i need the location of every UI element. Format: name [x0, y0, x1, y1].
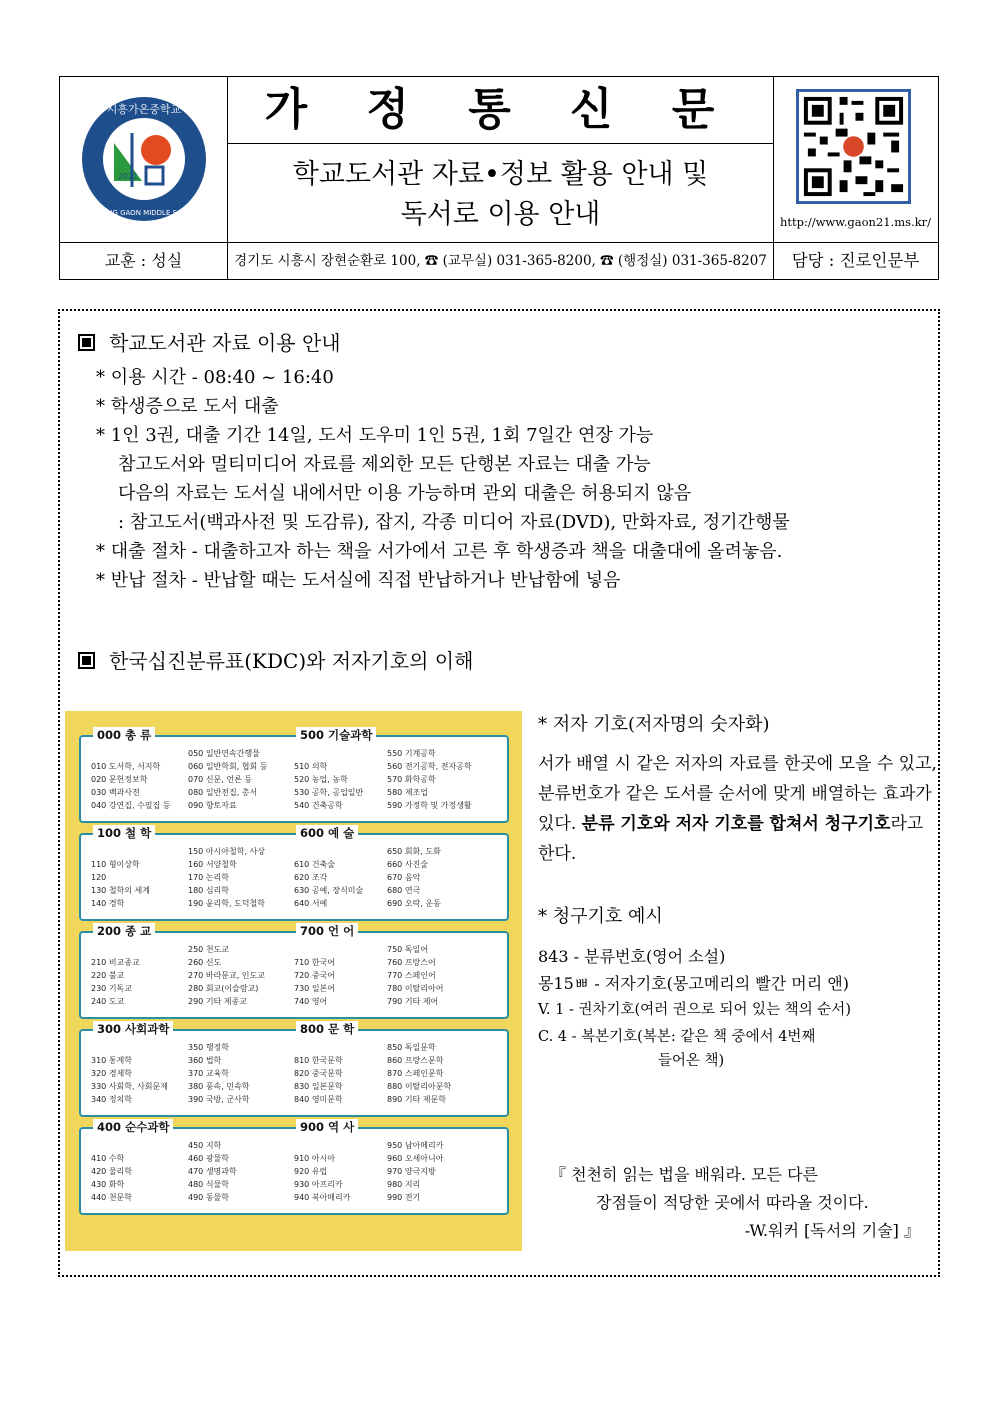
- section-1-title: 학교도서관 자료 이용 안내: [78, 329, 341, 357]
- kdc-column: [188, 747, 268, 812]
- kdc-sub-class: 970 양극지방: [387, 1167, 436, 1176]
- kdc-class-box: [79, 826, 509, 921]
- department: 담당 : 진로인문부: [791, 251, 920, 270]
- kdc-column: [91, 1041, 168, 1106]
- kdc-main-class: 100 철 학: [93, 825, 155, 841]
- call-number-example: V. 1 - 권차기호(여러 권으로 되어 있는 책의 순서): [538, 1002, 851, 1018]
- kdc-sub-class: 720 중국어: [294, 971, 335, 980]
- kdc-sub-class: 930 아프리카: [294, 1180, 343, 1189]
- kdc-sub-class: 160 서양철학: [188, 860, 237, 869]
- subtitle-line-1: 학교도서관 자료•정보 활용 안내 및: [292, 159, 709, 190]
- kdc-sub-class: [91, 943, 140, 956]
- kdc-sub-class: 730 일본어: [294, 984, 335, 993]
- kdc-column: [294, 1041, 343, 1106]
- kdc-sub-class: [91, 1139, 132, 1152]
- kdc-sub-class: 870 스페인문학: [387, 1069, 444, 1078]
- quote-line: 장점들이 적당한 곳에서 따라올 것이다.: [596, 1193, 869, 1212]
- svg-text:시흥가온중학교: 시흥가온중학교: [106, 103, 182, 116]
- kdc-main-class: 400 순수과학: [93, 1119, 173, 1135]
- info-line: * 대출 절차 - 대출하고자 하는 책을 서가에서 고른 후 학생증과 책을 대출대에 올려놓음.: [96, 541, 783, 562]
- page-subtitle: [228, 145, 773, 242]
- kdc-sub-class: 740 영어: [294, 997, 328, 1006]
- kdc-sub-class: [91, 845, 150, 858]
- kdc-sub-class: 650 회화, 도화: [387, 847, 441, 856]
- kdc-sub-class: 250 천도교: [188, 945, 229, 954]
- kdc-sub-class: [294, 747, 363, 760]
- kdc-column: [387, 1041, 451, 1106]
- kdc-sub-class: 460 광물학: [188, 1154, 229, 1163]
- kdc-column: [387, 747, 472, 812]
- kdc-column: [188, 845, 265, 910]
- logo-cell: [60, 77, 228, 242]
- call-number-example: 843 - 분류번호(영어 소설): [538, 947, 726, 966]
- kdc-sub-class: 820 중국문학: [294, 1069, 343, 1078]
- kdc-sub-class: 550 기계공학: [387, 749, 436, 758]
- kdc-sub-class: 430 화학: [91, 1180, 125, 1189]
- kdc-sub-class: 080 일반전집, 총서: [188, 788, 258, 797]
- kdc-sub-class: [91, 747, 171, 760]
- kdc-main-class: 600 예 술: [296, 825, 358, 841]
- kdc-column: [91, 845, 150, 910]
- kdc-sub-class: [294, 1139, 350, 1152]
- kdc-sub-class: 040 강연집, 수필집 등: [91, 801, 171, 810]
- kdc-sub-class: 290 기타 제종교: [188, 997, 247, 1006]
- kdc-sub-class: 480 식물학: [188, 1180, 229, 1189]
- kdc-sub-class: 950 남아메리카: [387, 1141, 444, 1150]
- info-line: * 1인 3권, 대출 기간 14일, 도서 도우미 1인 5권, 1회 7일간 연장 가능: [96, 425, 654, 446]
- kdc-sub-class: 440 천문학: [91, 1193, 132, 1202]
- page-title: 가 정 통 신 문: [228, 77, 773, 144]
- kdc-sub-class: 880 이탈리아문학: [387, 1082, 452, 1091]
- kdc-sub-class: 630 공예, 장식미술: [294, 886, 364, 895]
- kdc-sub-class: 030 백과사전: [91, 788, 140, 797]
- info-line: * 학생증으로 도서 대출: [96, 396, 279, 417]
- info-line: * 이용 시간 - 08:40 ~ 16:40: [96, 367, 334, 388]
- reading-quote: [550, 1161, 930, 1245]
- kdc-main-class: 000 총 류: [93, 727, 155, 743]
- kdc-sub-class: 470 생명과학: [188, 1167, 237, 1176]
- qr-cell: [774, 77, 937, 242]
- info-line: 참고도서와 멀티미디어 자료를 제외한 모든 단행본 자료는 대출 가능: [118, 454, 651, 475]
- kdc-sub-class: 410 수학: [91, 1154, 125, 1163]
- kdc-sub-class: 020 문헌정보학: [91, 775, 148, 784]
- kdc-sub-class: 920 유럽: [294, 1167, 328, 1176]
- svg-text:2021: 2021: [117, 172, 139, 181]
- kdc-sub-class: 270 바라문교, 인도교: [188, 971, 265, 980]
- kdc-sub-class: 210 비교종교: [91, 958, 140, 967]
- kdc-sub-class: 590 가정학 및 가정생활: [387, 801, 472, 810]
- kdc-sub-class: 910 아시아: [294, 1154, 335, 1163]
- kdc-column: [91, 747, 171, 812]
- kdc-main-class: 900 역 사: [296, 1119, 358, 1135]
- kdc-sub-class: 010 도서학, 서지학: [91, 762, 161, 771]
- call-number-examples: [538, 943, 938, 1071]
- kdc-sub-class: 130 철학의 세계: [91, 886, 150, 895]
- kdc-sub-class: 940 북아메리카: [294, 1193, 351, 1202]
- kdc-sub-class: 380 풍속, 민속학: [188, 1082, 250, 1091]
- kdc-sub-class: 390 국방, 군사학: [188, 1095, 250, 1104]
- kdc-sub-class: 570 화학공학: [387, 775, 436, 784]
- kdc-sub-class: 540 건축공학: [294, 801, 343, 810]
- kdc-column: [387, 943, 443, 1008]
- header-info-row: [60, 242, 938, 280]
- svg-text:SIHEUNG GAON MIDDLE SCHOOL: SIHEUNG GAON MIDDLE SCHOOL: [85, 209, 203, 217]
- kdc-sub-class: 110 형이상학: [91, 860, 140, 869]
- kdc-column: [188, 943, 265, 1008]
- kdc-sub-class: [91, 1041, 168, 1054]
- kdc-sub-class: 810 한국문학: [294, 1056, 343, 1065]
- quote-line: -W.워커 [독서의 기술] 』: [744, 1221, 920, 1240]
- kdc-sub-class: 780 이탈리아어: [387, 984, 444, 993]
- kdc-sub-class: 960 오세아니아: [387, 1154, 444, 1163]
- kdc-sub-class: 640 서예: [294, 899, 328, 908]
- kdc-sub-class: 350 행정학: [188, 1043, 229, 1052]
- kdc-main-class: 800 문 학: [296, 1021, 358, 1037]
- info-line: 다음의 자료는 도서실 내에서만 이용 가능하며 관외 대출은 허용되지 않음: [118, 483, 692, 504]
- kdc-column: [294, 943, 335, 1008]
- kdc-sub-class: 760 프랑스어: [387, 958, 436, 967]
- kdc-sub-class: 450 지학: [188, 1141, 222, 1150]
- kdc-sub-class: 490 동물학: [188, 1193, 229, 1202]
- kdc-sub-class: 230 기독교: [91, 984, 132, 993]
- kdc-sub-class: 680 연극: [387, 886, 421, 895]
- kdc-sub-class: 580 제조업: [387, 788, 428, 797]
- quote-line: 『 천천히 읽는 법을 배워라. 모든 다른: [550, 1165, 818, 1184]
- kdc-sub-class: 220 불교: [91, 971, 125, 980]
- kdc-sub-class: 240 도교: [91, 997, 125, 1006]
- kdc-sub-class: 370 교육학: [188, 1069, 229, 1078]
- kdc-sub-class: 860 프랑스문학: [387, 1056, 444, 1065]
- section-2-title: 한국십진분류표(KDC)와 저자기호의 이해: [78, 647, 473, 675]
- kdc-class-box: [79, 1022, 509, 1117]
- kdc-column: [294, 1139, 350, 1204]
- kdc-sub-class: 520 농업, 농학: [294, 775, 348, 784]
- kdc-sub-class: 690 오락, 운동: [387, 899, 441, 908]
- kdc-sub-class: 530 공학, 공업일반: [294, 788, 364, 797]
- kdc-sub-class: 150 아시아철학, 사상: [188, 847, 265, 856]
- kdc-class-box: [79, 924, 509, 1019]
- kdc-sub-class: 610 건축술: [294, 860, 335, 869]
- kdc-sub-class: 710 한국어: [294, 958, 335, 967]
- kdc-sub-class: 850 독일문학: [387, 1043, 436, 1052]
- info-line: * 반납 절차 - 반납할 때는 도서실에 직접 반납하거나 반납함에 넣음: [96, 570, 621, 591]
- subtitle-line-2: 독서로 이용 안내: [400, 199, 601, 230]
- kdc-sub-class: [294, 1041, 343, 1054]
- kdc-column: [387, 1139, 443, 1204]
- kdc-sub-class: 050 일반연속간행물: [188, 749, 260, 758]
- info-line: : 참고도서(백과사전 및 도감류), 잡지, 각종 미디어 자료(DVD), 만화자료, 정기간행물: [118, 512, 790, 533]
- kdc-table: [79, 725, 509, 1227]
- kdc-column: [188, 1139, 237, 1204]
- call-number-example: 몽15ㅃ - 저자기호(몽고메리의 빨간 머리 앤): [538, 974, 849, 993]
- kdc-sub-class: 420 물리학: [91, 1167, 132, 1176]
- kdc-column: [188, 1041, 250, 1106]
- kdc-sub-class: 750 독일어: [387, 945, 428, 954]
- kdc-sub-class: 170 논리학: [188, 873, 229, 882]
- kdc-column: [91, 943, 140, 1008]
- kdc-class-box: [79, 728, 509, 823]
- kdc-column: [91, 1139, 132, 1204]
- kdc-main-class: 500 기술과학: [296, 727, 376, 743]
- kdc-sub-class: 190 윤리학, 도덕철학: [188, 899, 265, 908]
- kdc-sub-class: 120: [91, 873, 107, 882]
- kdc-sub-class: 620 조각: [294, 873, 328, 882]
- kdc-sub-class: 310 통계학: [91, 1056, 132, 1065]
- kdc-sub-class: 830 일본문학: [294, 1082, 343, 1091]
- kdc-sub-class: 320 경제학: [91, 1069, 132, 1078]
- kdc-sub-class: 990 전기: [387, 1193, 421, 1202]
- kdc-sub-class: 560 전기공학, 전자공학: [387, 762, 472, 771]
- section-1-lines: [96, 363, 936, 595]
- kdc-table-image: [65, 711, 522, 1251]
- author-code-title: * 저자 기호(저자명의 숫자화): [538, 714, 770, 735]
- kdc-sub-class: 280 회교(이슬람교): [188, 984, 259, 993]
- kdc-sub-class: 770 스페인어: [387, 971, 436, 980]
- kdc-sub-class: 670 음악: [387, 873, 421, 882]
- qr-code-icon[interactable]: [796, 89, 911, 204]
- author-code-panel: [538, 711, 938, 1071]
- kdc-sub-class: [294, 943, 335, 956]
- kdc-main-class: 300 사회과학: [93, 1021, 173, 1037]
- kdc-sub-class: 360 법학: [188, 1056, 222, 1065]
- call-number-example: 들어온 책): [538, 1053, 725, 1069]
- kdc-column: [387, 845, 441, 910]
- call-number-example: C. 4 - 복본기호(복본: 같은 책 중에서 4번째: [538, 1029, 816, 1045]
- kdc-sub-class: 090 향토자료: [188, 801, 237, 810]
- kdc-sub-class: 330 사회학, 사회문제: [91, 1082, 168, 1091]
- kdc-sub-class: 070 신문, 언론 등: [188, 775, 253, 784]
- kdc-sub-class: 790 기타 제어: [387, 997, 439, 1006]
- square-bullet-icon: [78, 334, 95, 351]
- kdc-sub-class: 660 사진술: [387, 860, 428, 869]
- kdc-column: [294, 747, 363, 812]
- title-cell: [228, 77, 774, 242]
- school-motto: 교훈 : 성실: [60, 243, 228, 280]
- newsletter-header: [59, 76, 939, 280]
- kdc-main-class: 700 언 어: [296, 923, 358, 939]
- kdc-sub-class: 510 의학: [294, 762, 328, 771]
- content-box: [58, 309, 940, 1277]
- square-bullet-icon: [78, 652, 95, 669]
- school-logo: [60, 77, 228, 242]
- call-number-title: * 청구기호 예시: [538, 906, 663, 927]
- kdc-sub-class: 180 심리학: [188, 886, 229, 895]
- school-url[interactable]: http://www.gaon21.ms.kr/: [779, 215, 932, 229]
- kdc-main-class: 200 종 교: [93, 923, 155, 939]
- kdc-sub-class: [294, 845, 363, 858]
- kdc-column: [294, 845, 363, 910]
- kdc-sub-class: 980 지리: [387, 1180, 421, 1189]
- kdc-class-box: [79, 1120, 509, 1215]
- kdc-sub-class: 890 기타 제문학: [387, 1095, 446, 1104]
- kdc-sub-class: 140 경학: [91, 899, 125, 908]
- kdc-sub-class: 840 영미문학: [294, 1095, 343, 1104]
- author-code-paragraph: 서가 배열 시 같은 저자의 자료를 한곳에 모을 수 있고, 분류번호가 같은 도서를 순서에 맞게 배열하는 효과가 있다. 분류 기호와 저자 기호를 합쳐서 청구기호라고 한다.: [538, 754, 937, 864]
- kdc-sub-class: 060 일반학회, 협회 등: [188, 762, 268, 771]
- kdc-sub-class: 260 신도: [188, 958, 222, 967]
- school-address: 경기도 시흥시 장현순환로 100, ☎ (교무실) 031-365-8200, ☎ (행정실) 031-365-8207: [228, 243, 774, 280]
- kdc-sub-class: 340 정치학: [91, 1095, 132, 1104]
